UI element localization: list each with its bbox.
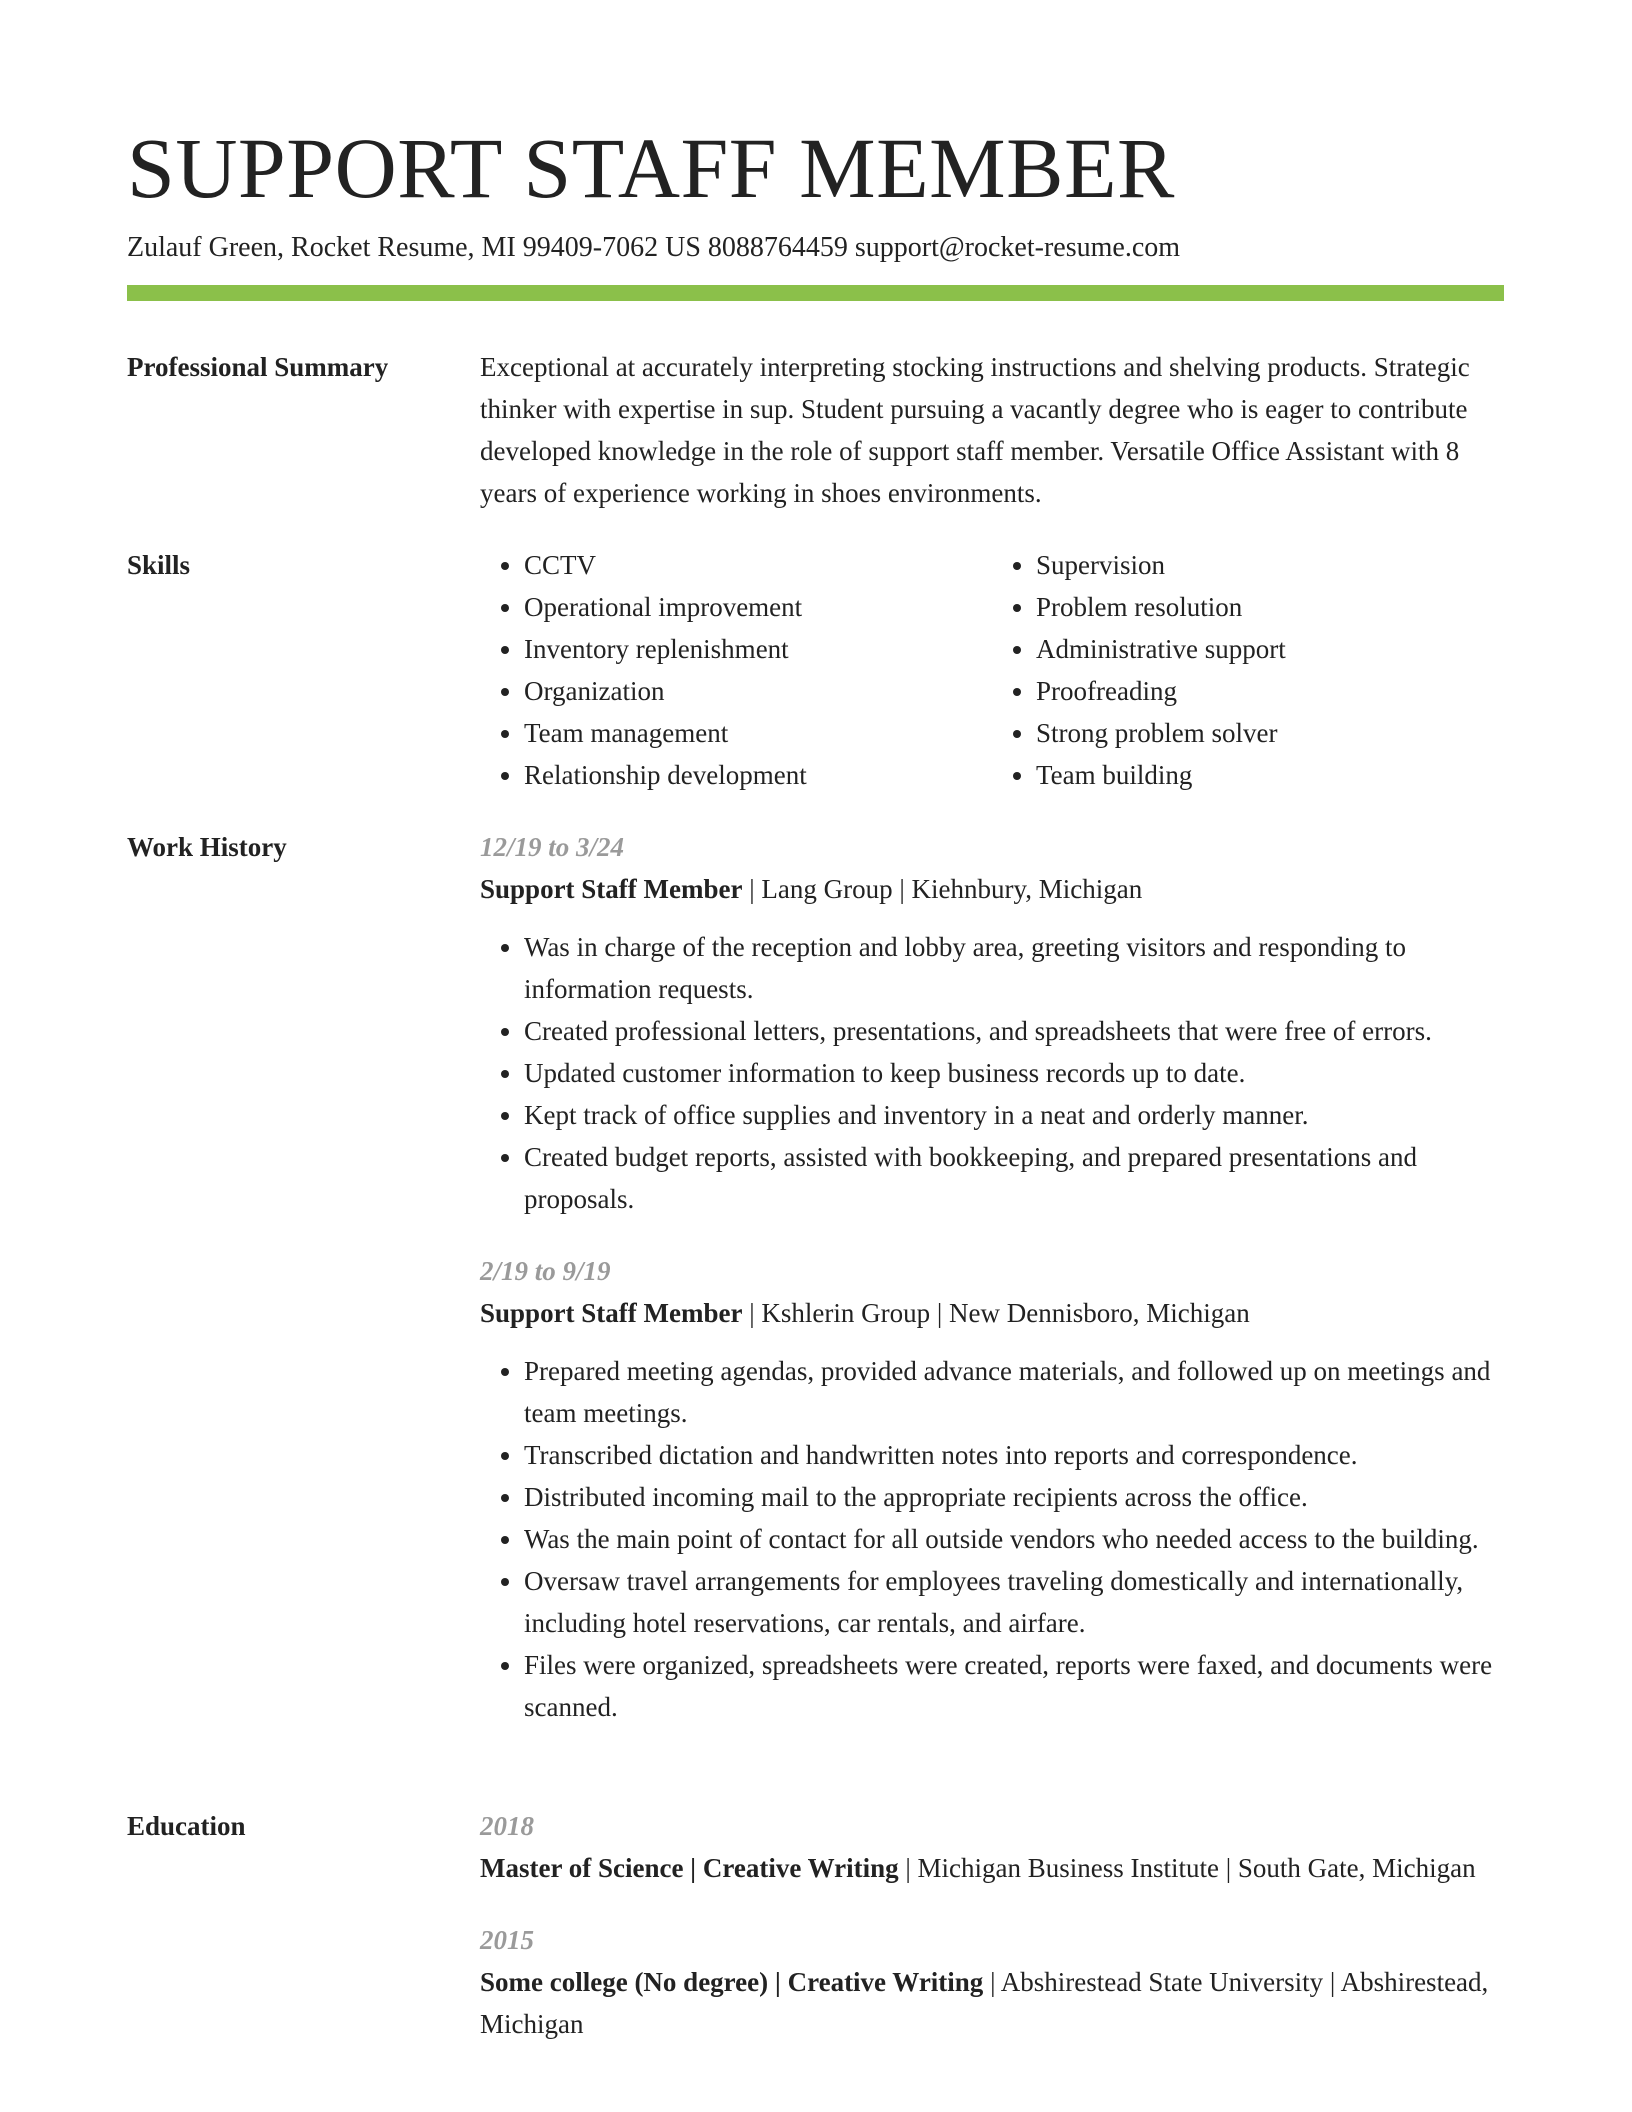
job-title: Support Staff Member [480,1298,743,1328]
education-details: | Michigan Business Institute | South Gate, Michigan [898,1853,1476,1883]
skill-item: • Proofreading [1036,670,1504,712]
education-degree: Some college (No degree) | Creative Writing [480,1967,984,1997]
job-bullets [480,926,1504,1220]
education-year: 2015 [480,1925,534,1955]
skills-heading: Skills [127,550,191,580]
skill-item: • Supervision [1036,544,1504,586]
job-bullet: • Was in charge of the reception and lobby area, greeting visitors and responding to information requests. [524,926,1504,1010]
accent-divider [127,285,1504,301]
job-bullet: • Was the main point of contact for all outside vendors who needed access to the building. [524,1518,1504,1560]
job-dates: 12/19 to 3/24 [480,832,625,862]
skills-list-right [992,544,1504,796]
summary-text: Exceptional at accurately interpreting stocking instructions and shelving products. Strategic thinker with expertise in sup. Student pursuing a vacantly degree who is eager to contribute developed knowledge in the role of support staff member. Versatile Office Assistant with 8 years of experience working in shoes environments. [480,352,1470,508]
skill-item: • Team building [1036,754,1504,796]
job-title: Support Staff Member [480,874,743,904]
education-line [480,1847,1504,1889]
skill-item: • Relationship development [524,754,992,796]
job-entry [480,826,1504,1220]
contact-line: Zulauf Green, Rocket Resume, MI 99409-7062 US 8088764459 support@rocket-resume.com [127,232,1181,263]
job-title-line [480,1292,1504,1334]
job-bullet: • Oversaw travel arrangements for employees traveling domestically and internationally, including hotel reservations, car rentals, and airfare. [524,1560,1504,1644]
education-entry [480,1919,1504,2045]
skill-item: • Operational improvement [524,586,992,628]
education-line [480,1961,1504,2045]
job-bullet: • Files were organized, spreadsheets were created, reports were faxed, and documents were scanned. [524,1644,1504,1728]
education-entry [480,1805,1504,1889]
summary-heading: Professional Summary [127,352,389,382]
job-bullet: • Distributed incoming mail to the appropriate recipients across the office. [524,1476,1504,1518]
job-title-line [480,868,1504,910]
education-details: | Abshirestead State University | Abshirestead, Michigan [480,1967,1489,2039]
education-heading: Education [127,1811,246,1841]
page-title: SUPPORT STAFF MEMBER [127,120,1175,216]
education-degree: Master of Science | Creative Writing [480,1853,899,1883]
skill-item: • CCTV [524,544,992,586]
job-bullet: • Created budget reports, assisted with bookkeeping, and prepared presentations and proposals. [524,1136,1504,1220]
job-details: | Kshlerin Group | New Dennisboro, Michigan [742,1298,1250,1328]
skill-item: • Strong problem solver [1036,712,1504,754]
job-bullet: • Prepared meeting agendas, provided advance materials, and followed up on meetings and team meetings. [524,1350,1504,1434]
work-history-heading: Work History [127,832,287,862]
job-bullet: • Kept track of office supplies and inventory in a neat and orderly manner. [524,1094,1504,1136]
job-bullets [480,1350,1504,1728]
skill-item: • Organization [524,670,992,712]
skill-item: • Team management [524,712,992,754]
education-year: 2018 [480,1811,534,1841]
skill-item: • Problem resolution [1036,586,1504,628]
job-bullet: • Updated customer information to keep business records up to date. [524,1052,1504,1094]
skill-item: • Administrative support [1036,628,1504,670]
job-entry [480,1250,1504,1728]
job-dates: 2/19 to 9/19 [480,1256,611,1286]
job-bullet: • Transcribed dictation and handwritten notes into reports and correspondence. [524,1434,1504,1476]
skill-item: • Inventory replenishment [524,628,992,670]
skills-list-left [480,544,992,796]
job-bullet: • Created professional letters, presentations, and spreadsheets that were free of errors. [524,1010,1504,1052]
job-details: | Lang Group | Kiehnbury, Michigan [742,874,1143,904]
